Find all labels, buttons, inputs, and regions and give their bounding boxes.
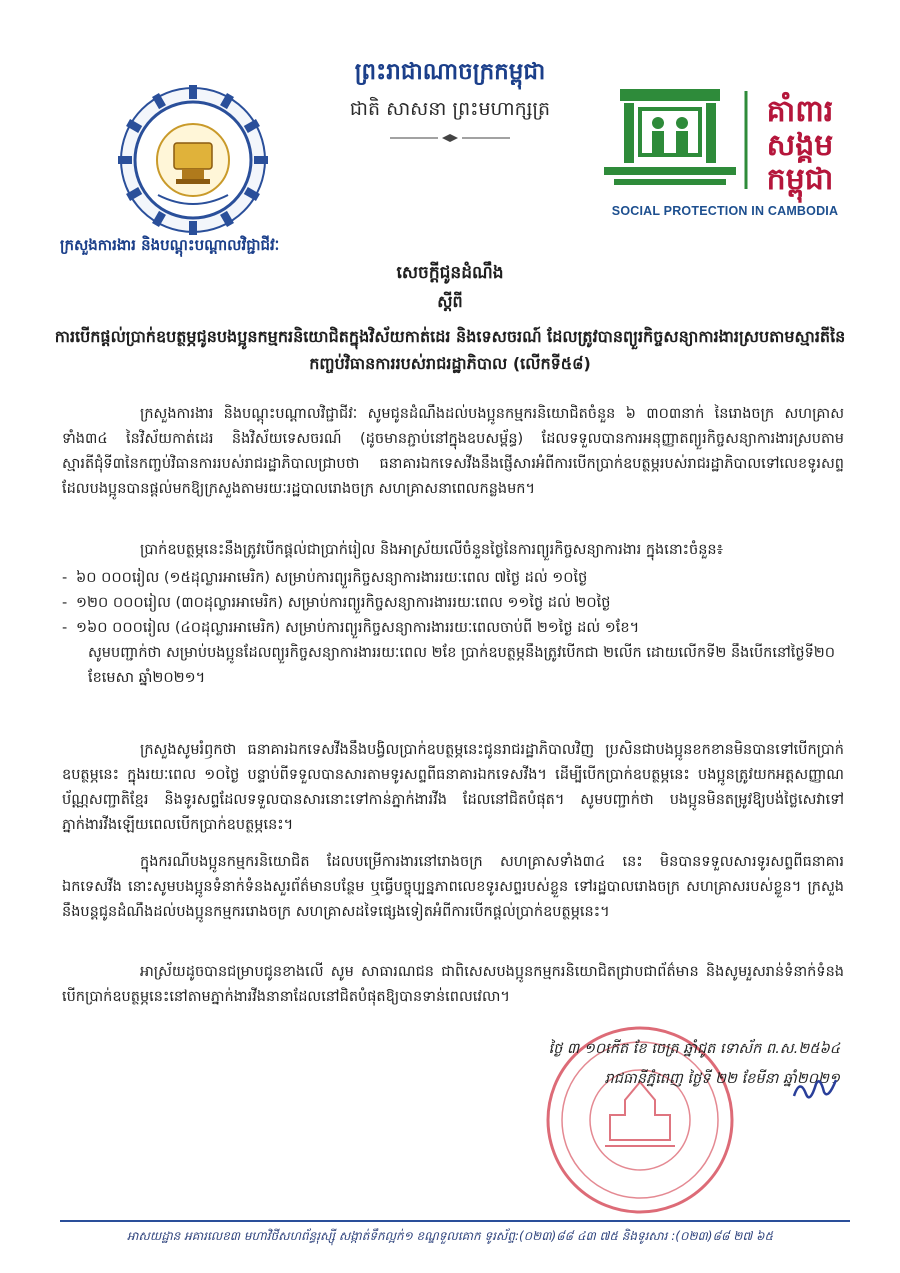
announcement-titles bbox=[40, 262, 860, 377]
paragraph-amounts: ប្រាក់ឧបត្ថម្ភនេះនឹងត្រូវបើកផ្ដល់ជាប្រាក់រៀល និងអាស្រ័យលើចំនួនថ្ងៃនៃការព្យួរកិច្ចសន្យាការងារ ក្នុងនោះចំនួន៖ bbox=[140, 542, 723, 558]
ministry-logo-icon bbox=[118, 85, 268, 235]
kingdom-title: ព្រះរាជាណាចក្រកម្ពុជា bbox=[354, 59, 546, 85]
ornament-divider-icon bbox=[390, 133, 510, 143]
svg-text:គាំពារ: គាំពារ bbox=[766, 94, 834, 129]
sp-logo-caption: SOCIAL PROTECTION IN CAMBODIA bbox=[611, 204, 839, 218]
paragraph-note: សូមបញ្ជាក់ថា សម្រាប់បងប្អូនដែលព្យួរកិច្ចសន្យាការងាររយៈពេល ២ខែ ប្រាក់ឧបត្ថម្ភនឹងត្រូវបើកជា ២លើក ដោយលើកទី២ នឹងបើកនៅថ្ងៃទី២០ ខែមេសា ឆ្នាំ២០២១។ bbox=[88, 645, 836, 686]
list-item: - ១៦០ ០០០រៀល (៤០ដុល្លារអាមេរិក) សម្រាប់ការព្យួរកិច្ចសន្យាការងាររយៈពេលចាប់ពី ២១ថ្ងៃ ដល់ ១ខែ។ bbox=[62, 616, 844, 641]
paragraph-reminder: ក្រសួងសូមរំឭកថា ធនាគារឯកទេសវីងនឹងបង្វិលប្រាក់ឧបត្ថម្ភនេះជូនរាជរដ្ឋាភិបាលវិញ ប្រសិនជាបងប្អូនខកខានមិនបានទៅបើកប្រាក់ឧបត្ថម្ភនេះ ក្នុងរយៈពេល ១០ថ្ងៃ បន្ទាប់ពីទទួលបានសារតាមទូរសព្ទពីធនាគារឯកទេសវីង។ ដើម្បីបើកប្រាក់ឧបត្ថម្ភនេះ បងប្អូនត្រូវយកអត្តសញ្ញាណប័ណ្ណសញ្ជាតិខ្មែរ និងទូរសព្ទដែលទទួលបានសារនោះទៅកាន់ភ្នាក់ងារវីង ដែលនៅជិតបំផុត។ សូមបញ្ជាក់ថា បងប្អូនមិនតម្រូវឱ្យបង់ថ្លៃសេវាទៅភ្នាក់ងារវីងឡើយពេលបើកប្រាក់ឧបត្ថម្ភនេះ។ bbox=[62, 742, 844, 833]
amount-list bbox=[62, 566, 844, 641]
paragraph-intro: ក្រសួងការងារ និងបណ្ដុះបណ្ដាលវិជ្ជាជីវៈ សូមជូនដំណឹងដល់បងប្អូនកម្មករនិយោជិតចំនួន ៦ ៣០៣នាក់ នៃរោងចក្រ សហគ្រាសទាំង៣៤ នៃវិស័យកាត់ដេរ និងវិស័យទេសចរណ៍ (ដូចមានភ្ជាប់នៅក្នុងឧបសម្ព័ន្ធ) ដែលទទួលបានការអនុញ្ញាតព្យួរកិច្ចសន្យាការងារស្របតាមស្មារតីជុំទី៣នៃកញ្ចប់វិធានការរបស់រាជរដ្ឋាភិបាលជ្រាបថា ធនាគារឯកទេសវីងនឹងផ្ញើសារអំពីការបើកប្រាក់ឧបត្ថម្ភរបស់រាជរដ្ឋាភិបាលទៅលេខទូរសព្ទ ដែលបងប្អូនបានផ្ដល់មកឱ្យក្រសួងតាមរយៈរដ្ឋបាលរោងចក្រ សហគ្រាសនាពេលកន្លងមក។ bbox=[62, 406, 844, 497]
list-item: - ៦០ ០០០រៀល (១៥ដុល្លារអាមេរិក) សម្រាប់ការព្យួរកិច្ចសន្យាការងាររយៈពេល ៧ថ្ងៃ ដល់ ១០ថ្ងៃ bbox=[62, 566, 844, 591]
svg-text:សង្គម: សង្គម bbox=[766, 128, 834, 163]
paragraph-contact: ក្នុងករណីបងប្អូនកម្មករនិយោជិត ដែលបម្រើការងារនៅរោងចក្រ សហគ្រាសទាំង៣៤ នេះ មិនបានទទួលសារទូរសព្ទពីធនាគារឯកទេសវីង នោះសូមបងប្អូនទំនាក់ទំនងសួរព័ត៌មានបន្ថែម ឬធ្វើបច្ចុប្បន្នភាពលេខទូរសព្ទរបស់ខ្លួន ទៅរដ្ឋបាលរោងចក្រ សហគ្រាសរបស់ខ្លួន។ ក្រសួងនឹងបន្តជូនដំណឹងដល់បងប្អូនកម្មកររោងចក្រ សហគ្រាសដទៃផ្សេងទៀតអំពីការបើកផ្ដល់ប្រាក់ឧបត្ថម្ភនេះ។ bbox=[62, 854, 844, 920]
ministry-name: ក្រសួងការងារ និងបណ្ដុះបណ្ដាលវិជ្ជាជីវៈ bbox=[60, 236, 280, 254]
announcement-subtitle: ស្ដីពី bbox=[437, 292, 463, 311]
paragraph-closing: អាស្រ័យដូចបានជម្រាបជូនខាងលើ សូម សាធារណជន ជាពិសេសបងប្អូនកម្មករនិយោជិតជ្រាបជាព័ត៌មាន និងសូមរួសរាន់ទំនាក់ទំនងបើកប្រាក់ឧបត្ថម្ភនេះនៅតាមភ្នាក់ងារវីងនានាដែលនៅជិតបំផុតឱ្យបានទាន់ពេលវេលា។ bbox=[62, 964, 844, 1005]
lunar-date: ថ្ងៃ ៣ ១០កើត ខែ ចេត្រ ឆ្នាំជូត ទោស័ក ព.ស.២៥៦៤ bbox=[548, 1041, 840, 1057]
list-item: - ១២០ ០០០រៀល (៣០ដុល្លារអាមេរិក) សម្រាប់ការព្យួរកិច្ចសន្យាការងាររយៈពេល ១១ថ្ងៃ ដល់ ២០ថ្ងៃ bbox=[62, 591, 844, 616]
svg-text:កម្ពុជា: កម្ពុជា bbox=[766, 162, 834, 197]
announcement-subject: ការបើកផ្ដល់ប្រាក់ឧបត្ថម្ភជូនបងប្អូនកម្មករនិយោជិតក្នុងវិស័យកាត់ដេរ និងទេសចរណ៍ ដែលត្រូវបានព្យួរកិច្ចសន្យាការងារស្របតាមស្មារតីនៃកញ្ចប់វិធានការរបស់រាជរដ្ឋាភិបាល (លើកទី៥៨) bbox=[54, 327, 846, 373]
announcement-title: សេចក្ដីជូនដំណឹង bbox=[396, 263, 504, 283]
signature-mark-icon bbox=[790, 1070, 840, 1110]
kingdom-motto: ជាតិ សាសនា ព្រះមហាក្សត្រ bbox=[349, 98, 551, 120]
solar-date: រាជធានីភ្នំពេញ ថ្ងៃទី ២២ ខែមីនា ឆ្នាំ២០២១ bbox=[604, 1071, 840, 1087]
footer-divider bbox=[60, 1220, 850, 1222]
kingdom-heading bbox=[300, 58, 600, 147]
footer-address: អាសយដ្ឋាន អគារលេខ៣ មហាវិថីសហព័ន្ធរុស្ស៊ី សង្កាត់ទឹកល្អក់១ ខណ្ឌទួលគោក ទូរស័ព្ទ:(០២៣)៨៨ ៤៣ ៧៥ និងទូរសារ :(០២៣)៨៨ ២៧ ៦៥ bbox=[126, 1229, 774, 1243]
